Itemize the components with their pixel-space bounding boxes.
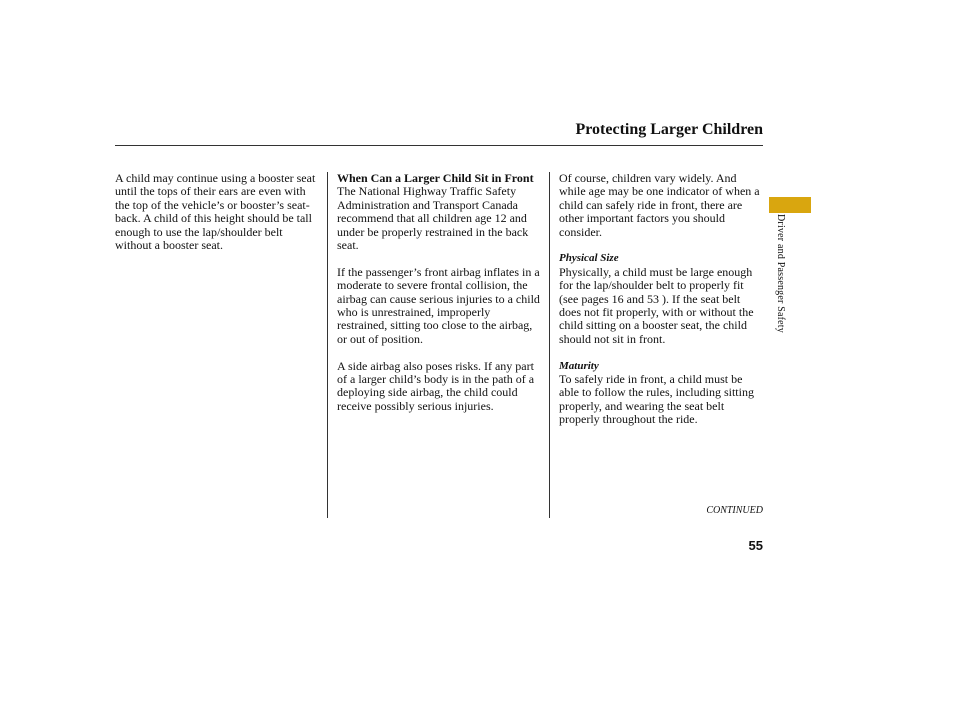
col3-paragraph-2: Physically, a child must be large enough for the lap/shoulder belt to properly fit (see pages 16 and 53 ). If the seat belt does not fit properly, with or without the child sitting on a booster seat, the child should not sit in front. (559, 264, 754, 346)
page-number: 55 (748, 538, 763, 553)
header-rule (115, 145, 763, 146)
col3-block-2 (559, 252, 765, 346)
column-divider-2 (549, 172, 550, 518)
col2-block-1 (337, 172, 543, 252)
col2-paragraph-1: The National Highway Traffic Safety Administration and Transport Canada recommend that all children age 12 and under be properly restrained in the back seat. (337, 184, 529, 253)
section-label: Driver and Passenger Safety (775, 214, 786, 333)
continued-label: CONTINUED (706, 505, 763, 516)
col3-paragraph-1: Of course, children vary widely. And while age may be one indicator of when a child can safely ride in front, there are other important factors you should consider. (559, 171, 760, 239)
column-divider-1 (327, 172, 328, 518)
col3-subheading-physical-size: Physical Size (559, 252, 619, 265)
col2-heading: When Can a Larger Child Sit in Front (337, 171, 534, 185)
col3-block-3 (559, 360, 765, 427)
column-3 (559, 172, 765, 440)
col2-paragraph-3: A side airbag also poses risks. If any part of a larger child’s body is in the path of a deploying side airbag, the child could receive possibly serious injuries. (337, 358, 535, 413)
col1-paragraph-1: A child may continue using a booster seat until the tops of their ears are even with the top of the vehicle’s or booster’s seat-back. A child of this height should be tall enough to use the lap/shoulder belt without a booster seat. (115, 171, 316, 253)
column-1 (115, 172, 320, 266)
column-2 (337, 172, 543, 427)
col3-subheading-maturity: Maturity (559, 359, 599, 372)
col3-paragraph-3: To safely ride in front, a child must be able to follow the rules, including sitting properly, and wearing the seat belt properly throughout the ride. (559, 372, 754, 427)
section-tab (769, 197, 811, 213)
page-title: Protecting Larger Children (575, 121, 763, 138)
col2-paragraph-2: If the passenger’s front airbag inflates in a moderate to severe frontal collision, the airbag can cause serious injuries to a child who is unrestrained, improperly restrained, sitting too close to the airbag, or out of position. (337, 264, 540, 346)
